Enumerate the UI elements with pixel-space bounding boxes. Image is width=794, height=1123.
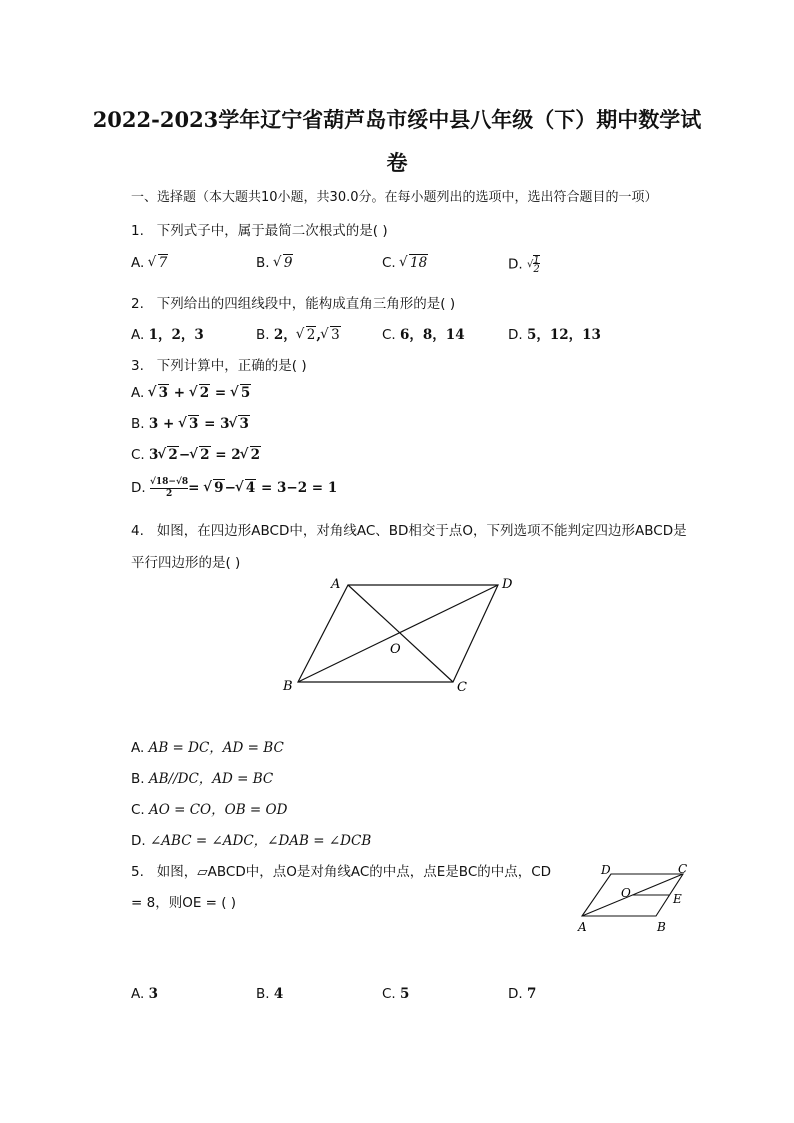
- q1-option-c: [382, 255, 428, 271]
- option-letter: D.: [508, 986, 523, 1002]
- q2-option-c: [382, 323, 465, 343]
- option-letter: A.: [131, 327, 145, 343]
- question-5-line1: [131, 860, 551, 880]
- option-letter: A.: [131, 740, 145, 756]
- label-a: A: [331, 577, 341, 592]
- label-d: D: [502, 577, 513, 592]
- option-text: 4: [273, 986, 284, 1002]
- label-a: A: [578, 920, 587, 934]
- question-3: [131, 354, 307, 374]
- option-text: 5，12，13: [526, 327, 601, 343]
- option-math: 3√ 2−√ 2 = 2√ 2: [149, 447, 261, 463]
- section-header: 一、选择题（本大题共10小题，共30.0分。在每小题列出的选项中，选出符合题目的一项）: [131, 190, 658, 205]
- q5-option-d: [508, 986, 536, 1002]
- q4-option-b: [131, 767, 273, 787]
- option-letter: C.: [382, 327, 396, 343]
- diagonal-bd: [298, 585, 498, 682]
- question-stem: 如图，▱ABCD中，点O是对角线AC的中点，点E是BC的中点，CD: [156, 864, 552, 880]
- q3-option-a: [131, 385, 251, 401]
- q3-option-c: [131, 447, 261, 463]
- option-text: 3: [148, 986, 158, 1002]
- option-letter: C.: [131, 447, 145, 463]
- q2-option-d: [508, 323, 601, 343]
- q1-option-d: [508, 255, 540, 274]
- option-letter: B.: [131, 416, 145, 432]
- option-text: 1，2，3: [148, 327, 204, 343]
- question-number: 5.: [131, 864, 144, 880]
- question-stem: 下列计算中，正确的是( ): [156, 358, 307, 374]
- option-letter: D.: [131, 833, 146, 849]
- question-stem: 下列式子中，属于最简二次根式的是( ): [156, 223, 388, 239]
- option-letter: D.: [131, 480, 146, 496]
- option-math: 3 + √ 3 = 3√ 3: [149, 416, 250, 432]
- question-1: [131, 219, 388, 239]
- option-text: AB = DC，AD = BC: [148, 740, 284, 756]
- label-e: E: [673, 892, 682, 906]
- option-math: √ 3 + √ 2 = √ 5: [149, 385, 252, 401]
- label-o: O: [390, 642, 401, 657]
- option-text: 5: [400, 986, 410, 1002]
- label-c: C: [457, 680, 467, 695]
- q2-option-a: [131, 323, 204, 343]
- option-letter: D.: [508, 256, 523, 273]
- option-letter: B.: [131, 771, 145, 787]
- option-letter: C.: [382, 986, 396, 1002]
- option-letter: B.: [256, 255, 270, 271]
- page-title-line1: 2022-2023学年辽宁省葫芦岛市绥中县八年级（下）期中数学试: [92, 107, 702, 132]
- q5-option-c: [382, 986, 409, 1002]
- option-math: 2，√ 2,√ 3: [274, 327, 341, 343]
- option-text: 6，8，14: [400, 327, 465, 343]
- q2-option-b: [256, 323, 341, 343]
- q5-parallelogram-figure: [570, 858, 700, 938]
- q5-option-a: [131, 986, 158, 1002]
- option-math: √ 7: [149, 255, 169, 271]
- q4-option-c: [131, 798, 287, 818]
- option-text: 7: [526, 986, 537, 1002]
- option-text: ∠ABC = ∠ADC，∠DAB = ∠DCB: [149, 833, 372, 849]
- question-number: 1.: [131, 223, 144, 239]
- option-math: √18−√8 2= √ 9−√ 4 = 3−2 = 1: [150, 480, 337, 496]
- question-5-line2: = 8，则OE = ( ): [131, 895, 237, 911]
- question-number: 2.: [131, 296, 144, 312]
- label-b: B: [283, 679, 293, 694]
- label-d: D: [601, 863, 611, 877]
- q3-option-d: [131, 477, 337, 500]
- question-2: [131, 292, 455, 312]
- q4-option-a: [131, 736, 284, 756]
- q1-option-a: [131, 255, 168, 271]
- q4-parallelogram-figure: [275, 572, 525, 697]
- label-b: B: [657, 920, 666, 934]
- q5-option-b: [256, 986, 283, 1002]
- option-letter: A.: [131, 255, 145, 271]
- option-letter: B.: [256, 986, 270, 1002]
- question-number: 4.: [131, 523, 144, 539]
- option-text: AO = CO，OB = OD: [149, 802, 288, 818]
- option-letter: C.: [382, 255, 396, 271]
- q3-option-b: [131, 416, 250, 432]
- option-math: √ 18: [400, 255, 428, 271]
- option-letter: B.: [256, 327, 270, 343]
- label-o: O: [621, 886, 631, 900]
- option-letter: C.: [131, 802, 145, 818]
- question-4-line1: [131, 519, 687, 539]
- option-letter: A.: [131, 385, 145, 401]
- option-letter: D.: [508, 327, 523, 343]
- question-4-line2: 平行四边形的是( ): [131, 555, 241, 571]
- page-title-line2: 卷: [386, 150, 408, 175]
- label-c: C: [678, 862, 688, 876]
- option-text: AB//DC，AD = BC: [148, 771, 274, 787]
- question-number: 3.: [131, 358, 144, 374]
- option-math: √1 2: [526, 255, 540, 275]
- option-letter: A.: [131, 986, 145, 1002]
- q4-option-d: [131, 829, 371, 849]
- question-stem: 下列给出的四组线段中，能构成直角三角形的是( ): [156, 296, 456, 312]
- diagonal-ac: [348, 585, 453, 682]
- q1-option-b: [256, 255, 293, 271]
- option-math: √ 9: [274, 255, 294, 271]
- question-stem: 如图，在四边形ABCD中，对角线AC、BD相交于点O，下列选项不能判定四边形ABCD是: [156, 523, 687, 539]
